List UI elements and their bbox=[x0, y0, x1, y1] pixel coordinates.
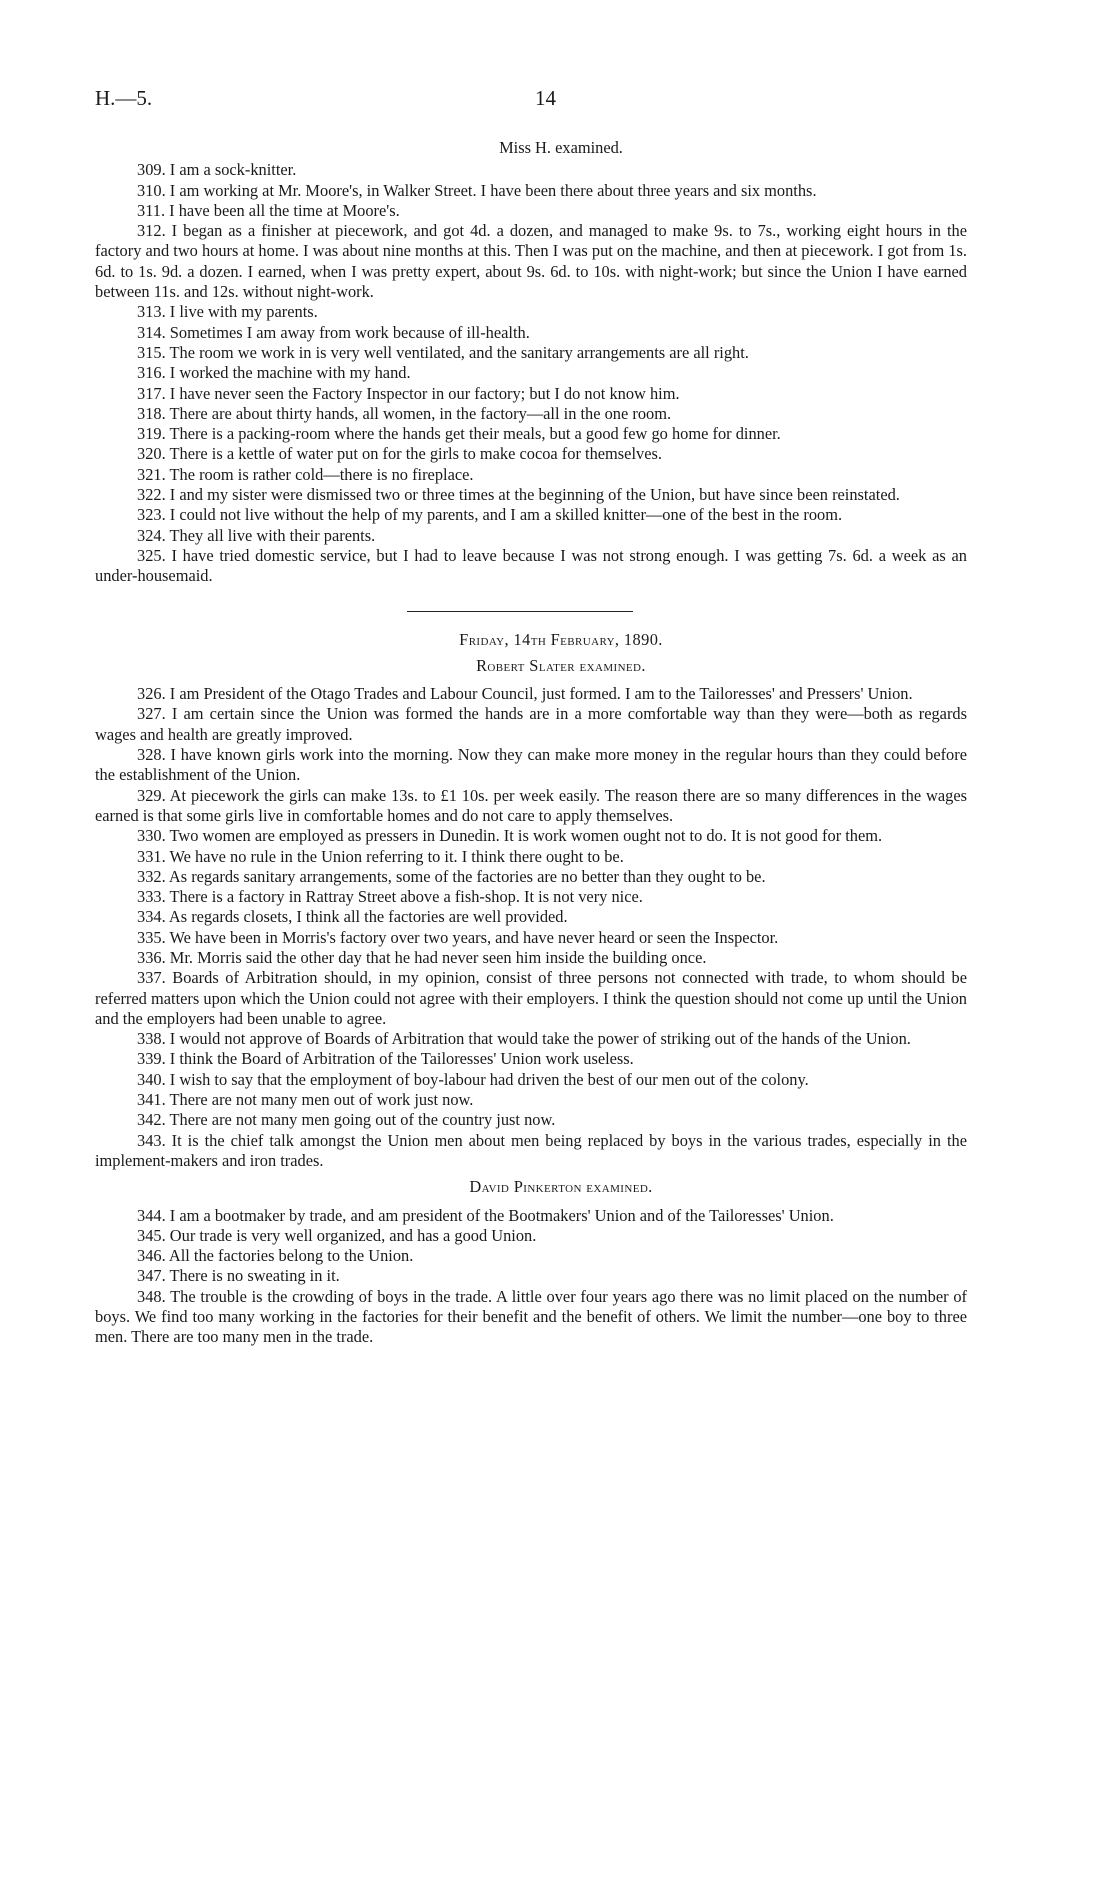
paragraph-334: 334. As regards closets, I think all the factories are well provided. bbox=[137, 907, 568, 927]
paragraph-339: 339. I think the Board of Arbitration of the Tailoresses' Union work useless. bbox=[137, 1049, 634, 1069]
section-heading-david-pinkerton: David Pinkerton examined. bbox=[469, 1177, 653, 1197]
paragraph-313: 313. I live with my parents. bbox=[137, 302, 318, 322]
section-divider bbox=[407, 611, 633, 612]
paragraph-319: 319. There is a packing-room where the hands get their meals, but a good few go home for dinner. bbox=[137, 424, 781, 444]
paragraph-320: 320. There is a kettle of water put on for the girls to make cocoa for themselves. bbox=[137, 444, 662, 464]
paragraph-310: 310. I am working at Mr. Moore's, in Walker Street. I have been there about three years and six months. bbox=[137, 180, 817, 200]
paragraph-314: 314. Sometimes I am away from work because of ill-health. bbox=[137, 322, 530, 342]
paragraph-317: 317. I have never seen the Factory Inspector in our factory; but I do not know him. bbox=[137, 383, 680, 403]
paragraph-336: 336. Mr. Morris said the other day that he had never seen him inside the building once. bbox=[137, 947, 707, 967]
paragraph-348: 348. The trouble is the crowding of boys in the trade. A little over four years ago there was no limit placed on the number of boys. We find too many working in the factories for their benefit and the benefit of others. We limit the number—one boy to three men. There are too many men in the trade. bbox=[95, 1286, 967, 1347]
section-heading-miss-h: Miss H. examined. bbox=[499, 138, 623, 157]
section-robert-slater bbox=[95, 684, 967, 1171]
paragraph-329: 329. At piecework the girls can make 13s. to £1 10s. per week easily. The reason there are so many differences in the wages earned is that some girls live in comfortable homes and do not care to apply themselves. bbox=[95, 785, 967, 825]
paragraph-331: 331. We have no rule in the Union referring to it. I think there ought to be. bbox=[137, 846, 624, 866]
paragraph-335: 335. We have been in Morris's factory over two years, and have never heard or seen the Inspector. bbox=[137, 927, 779, 947]
paragraph-318: 318. There are about thirty hands, all women, in the factory—all in the one room. bbox=[137, 403, 672, 423]
paragraph-345: 345. Our trade is very well organized, and has a good Union. bbox=[137, 1225, 537, 1245]
paragraph-328: 328. I have known girls work into the morning. Now they can make more money in the regular hours than they could before the establishment of the Union. bbox=[95, 745, 967, 785]
paragraph-337: 337. Boards of Arbitration should, in my opinion, consist of three persons not connected with trade, to whom should be referred matters upon which the Union could not agree with their employers. I think the question should not come up until the Union and the employers had been unable to agree. bbox=[95, 968, 967, 1028]
paragraph-311: 311. I have been all the time at Moore's. bbox=[137, 200, 400, 220]
page-number: 14 bbox=[535, 86, 556, 110]
paragraph-312: 312. I began as a finisher at piecework, and got 4d. a dozen, and managed to make 9s. to 7s., working eight hours in the factory and two hours at home. I was about nine months at this. Then I was put on the machine, and then at piecework. I got from 1s. 6d. to 1s. 9d. a dozen. I earned, when I was pretty expert, about 9s. 6d. to 10s. with night-work; but since the Union I have earned between 11s. and 12s. without night-work. bbox=[95, 221, 967, 302]
paragraph-341: 341. There are not many men out of work just now. bbox=[137, 1090, 474, 1110]
paragraph-325: 325. I have tried domestic service, but I had to leave because I was not strong enough. I was getting 7s. 6d. a week as an under-housemaid. bbox=[95, 545, 967, 586]
paragraph-332: 332. As regards sanitary arrangements, some of the factories are no better than they ought to be. bbox=[137, 866, 766, 886]
paragraph-344: 344. I am a bootmaker by trade, and am president of the Bootmakers' Union and of the Tailoresses' Union. bbox=[137, 1205, 834, 1225]
date-heading: Friday, 14th February, 1890. bbox=[459, 629, 663, 649]
paragraph-326: 326. I am President of the Otago Trades and Labour Council, just formed. I am to the Tailoresses' and Pressers' Union. bbox=[137, 684, 913, 704]
paragraph-315: 315. The room we work in is very well ventilated, and the sanitary arrangements are all right. bbox=[137, 342, 749, 362]
paragraph-324: 324. They all live with their parents. bbox=[137, 525, 376, 545]
section-miss-h bbox=[95, 160, 967, 586]
document-body bbox=[95, 138, 967, 1348]
paragraph-338: 338. I would not approve of Boards of Arbitration that would take the power of striking out of the hands of the Union. bbox=[137, 1029, 911, 1049]
paragraph-309: 309. I am a sock-knitter. bbox=[137, 160, 297, 180]
paragraph-346: 346. All the factories belong to the Union. bbox=[137, 1246, 414, 1266]
page-header bbox=[95, 86, 1019, 112]
paragraph-323: 323. I could not live without the help of my parents, and I am a skilled knitter—one of the best in the room. bbox=[137, 505, 843, 525]
paragraph-327: 327. I am certain since the Union was formed the hands are in a more comfortable way than they were—both as regards wages and health are greatly improved. bbox=[95, 704, 967, 744]
paragraph-322: 322. I and my sister were dismissed two or three times at the beginning of the Union, but have since been reinstated. bbox=[137, 485, 900, 505]
document-reference: H.—5. bbox=[95, 86, 153, 110]
section-heading-robert-slater: Robert Slater examined. bbox=[476, 655, 646, 675]
paragraph-343: 343. It is the chief talk amongst the Union men about men being replaced by boys in the various trades, especially in the implement-makers and iron trades. bbox=[95, 1130, 967, 1170]
paragraph-330: 330. Two women are employed as pressers in Dunedin. It is work women ought not to do. It is not good for them. bbox=[137, 826, 883, 846]
paragraph-321: 321. The room is rather cold—there is no fireplace. bbox=[137, 464, 474, 484]
paragraph-342: 342. There are not many men going out of the country just now. bbox=[137, 1110, 556, 1130]
paragraph-316: 316. I worked the machine with my hand. bbox=[137, 363, 411, 383]
paragraph-340: 340. I wish to say that the employment of boy-labour had driven the best of our men out of the colony. bbox=[137, 1069, 809, 1089]
section-david-pinkerton bbox=[95, 1206, 967, 1348]
paragraph-347: 347. There is no sweating in it. bbox=[137, 1266, 340, 1286]
paragraph-333: 333. There is a factory in Rattray Street above a fish-shop. It is not very nice. bbox=[137, 887, 643, 907]
